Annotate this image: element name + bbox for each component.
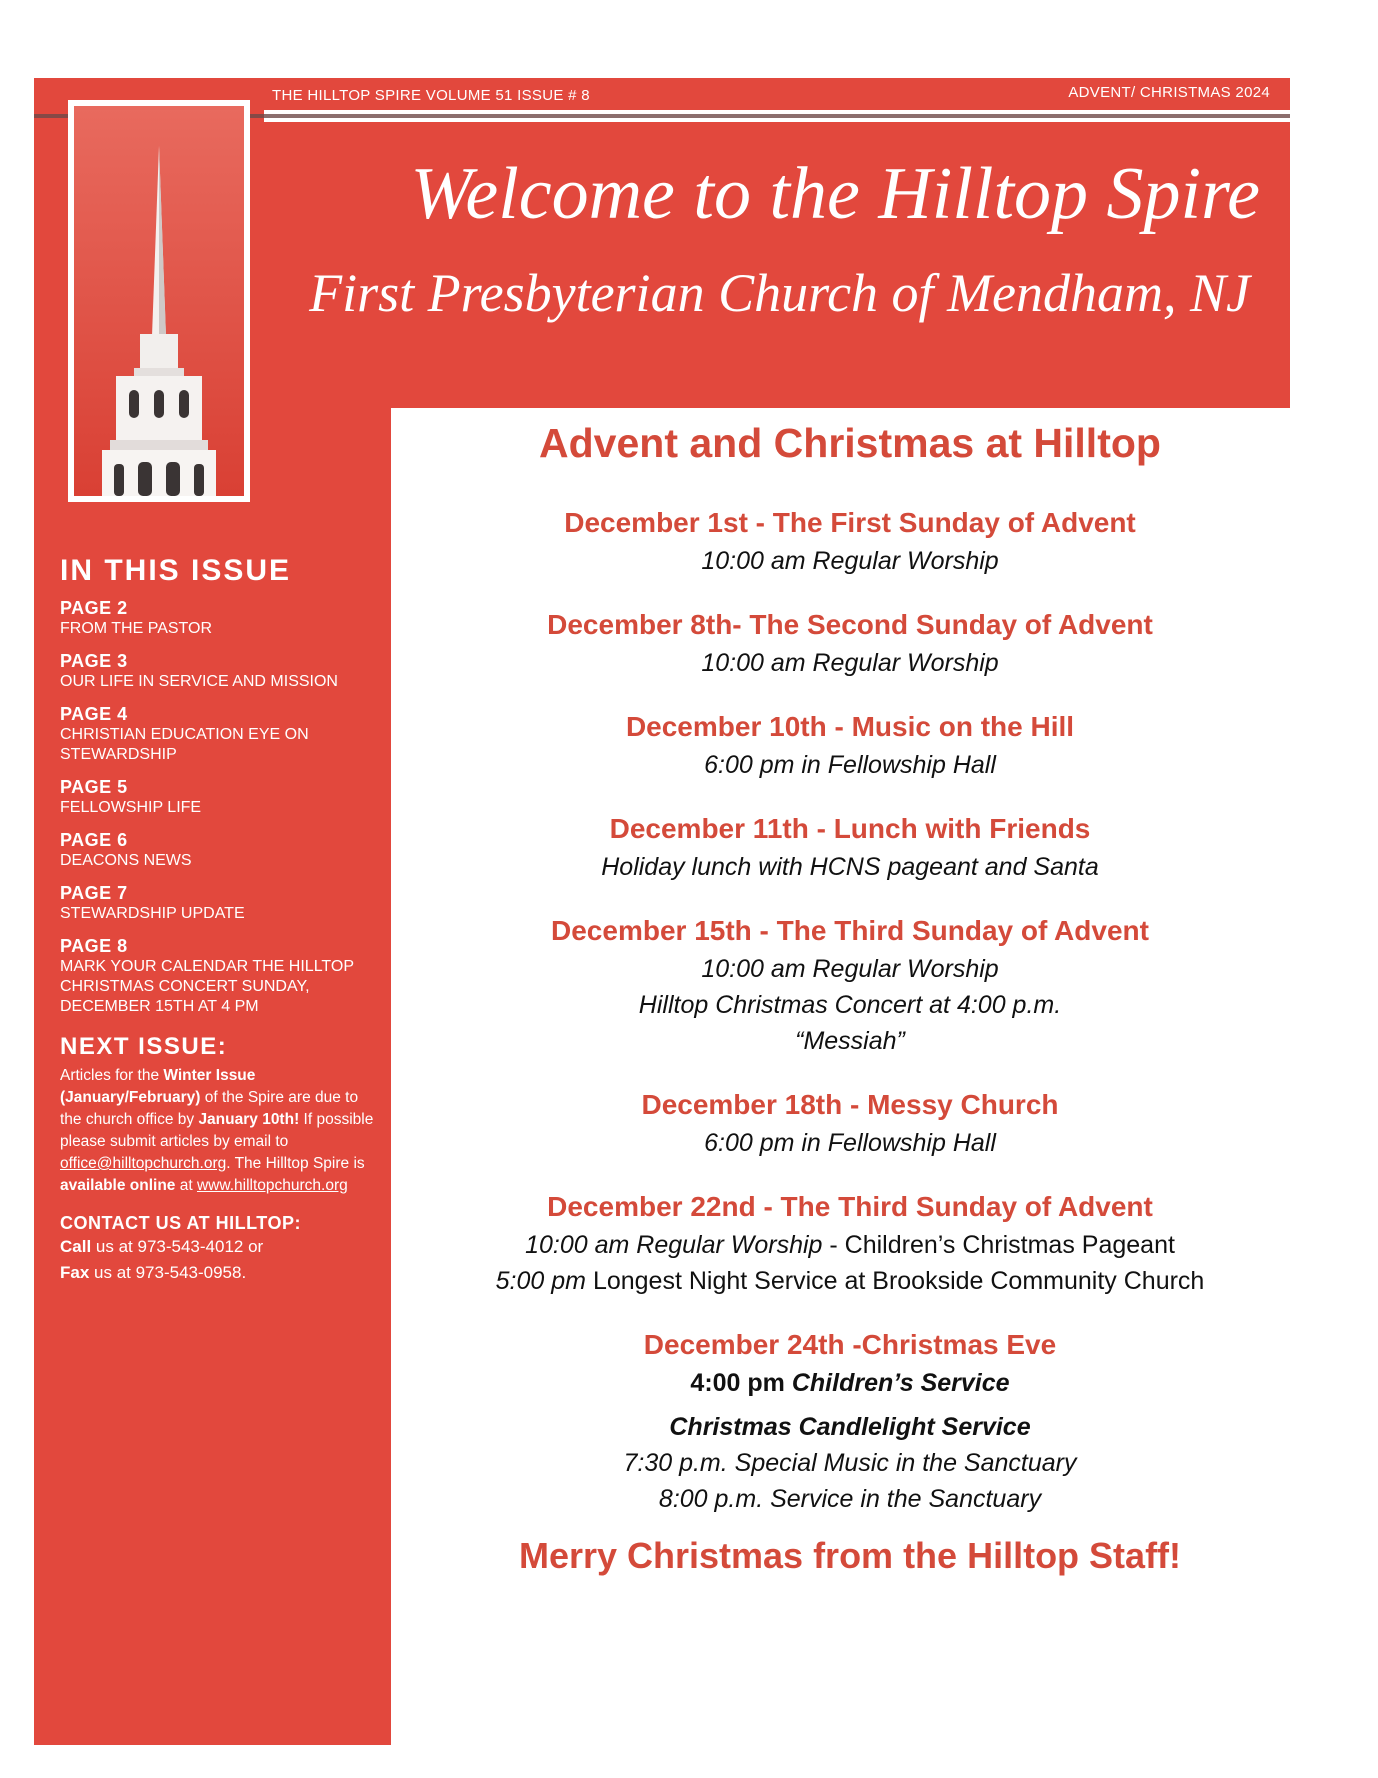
toc-page-description: FROM THE PASTOR — [60, 620, 213, 637]
next-text-4: . The Hilltop Spire is — [226, 1155, 365, 1172]
event-dec-8 — [410, 609, 1290, 681]
toc-page-number: PAGE 8 — [60, 936, 128, 956]
volume-info: THE HILLTOP SPIRE VOLUME 51 ISSUE # 8 — [272, 87, 590, 104]
event-dec-10 — [410, 711, 1290, 783]
contact-heading: CONTACT US AT HILLTOP: — [60, 1213, 301, 1233]
event-detail: Hilltop Christmas Concert at 4:00 p.m. — [638, 991, 1062, 1019]
event-detail — [410, 1227, 1290, 1263]
fax-label: Fax — [60, 1263, 90, 1282]
masthead-strip — [262, 78, 1290, 110]
toc-page-number: PAGE 3 — [60, 651, 128, 671]
event-dec-15 — [410, 915, 1290, 1059]
toc-page-description: STEWARDSHIP UPDATE — [60, 905, 245, 922]
in-this-issue — [60, 554, 380, 1286]
next-text-winter: Winter Issue (January/February) — [60, 1067, 256, 1106]
toc-item — [60, 651, 380, 692]
event-title: December 24th -Christmas Eve — [643, 1329, 1057, 1360]
event-dec-1 — [410, 507, 1290, 579]
event-detail: 7:30 p.m. Special Music in the Sanctuary — [623, 1449, 1077, 1477]
table-of-contents — [60, 598, 380, 1017]
website-link[interactable]: www.hilltopchurch.org — [196, 1177, 348, 1194]
next-text-1: Articles for the — [60, 1067, 164, 1084]
event-detail: Holiday lunch with HCNS pageant and Santa — [601, 853, 1099, 881]
event-dec-22 — [410, 1191, 1290, 1299]
toc-page-description: CHRISTIAN EDUCATION EYE ON STEWARDSHIP — [60, 726, 309, 763]
toc-page-description: OUR LIFE IN SERVICE AND MISSION — [60, 673, 338, 690]
event-title: December 1st - The First Sunday of Advent — [564, 507, 1136, 538]
toc-page-description: DEACONS NEWS — [60, 852, 192, 869]
toc-item — [60, 598, 380, 639]
event-detail-time: 4:00 pm — [690, 1369, 792, 1397]
event-title: December 15th - The Third Sunday of Advent — [551, 915, 1149, 946]
toc-page-number: PAGE 5 — [60, 777, 128, 797]
toc-item — [60, 704, 380, 765]
event-detail: 10:00 am Regular Worship — [701, 955, 999, 983]
banner — [262, 122, 1290, 408]
fax-number: us at 973-543-0958. — [89, 1263, 247, 1282]
next-issue-text — [60, 1065, 380, 1197]
toc-page-number: PAGE 7 — [60, 883, 128, 903]
next-text-online: available online — [60, 1177, 176, 1194]
toc-item — [60, 777, 380, 818]
main-content — [410, 420, 1290, 1577]
event-title: December 11th - Lunch with Friends — [609, 813, 1091, 844]
call-number: us at 973-543-4012 or — [91, 1237, 264, 1256]
event-dec-24 — [410, 1329, 1290, 1517]
in-this-issue-heading: IN THIS ISSUE — [60, 554, 292, 587]
church-name: First Presbyterian Church of Mendham, NJ — [309, 263, 1250, 323]
newsletter-title: Welcome to the Hilltop Spire — [410, 153, 1260, 235]
toc-item — [60, 830, 380, 871]
contact-call — [60, 1234, 380, 1260]
contact-fax — [60, 1260, 380, 1286]
event-detail: 6:00 pm in Fellowship Hall — [704, 1129, 996, 1157]
event-detail — [410, 1263, 1290, 1299]
steeple-image — [74, 106, 244, 496]
toc-page-number: PAGE 4 — [60, 704, 128, 724]
steeple-photo — [68, 100, 250, 502]
event-detail: 8:00 p.m. Service in the Sanctuary — [658, 1485, 1042, 1513]
event-detail — [410, 1365, 1290, 1401]
office-email-link[interactable]: office@hilltopchurch.org — [60, 1155, 227, 1172]
toc-page-description: MARK YOUR CALENDAR THE HILLTOP CHRISTMAS CONCERT SUNDAY, DECEMBER 15TH AT 4 PM — [60, 958, 354, 1015]
event-title: December 22nd - The Third Sunday of Advent — [547, 1191, 1153, 1222]
candlelight-service: Christmas Candlelight Service — [669, 1413, 1031, 1441]
event-detail-time: 10:00 am Regular Worship — [525, 1231, 823, 1259]
event-detail-text: - Children’s Christmas Pageant — [822, 1231, 1175, 1259]
event-dec-11 — [410, 813, 1290, 885]
next-text-deadline: January 10th! — [198, 1111, 300, 1128]
next-text-5: at — [175, 1177, 197, 1194]
next-text-2: of the Spire are due to the church office by — [60, 1089, 359, 1128]
next-issue-heading: NEXT ISSUE: — [60, 1033, 228, 1060]
event-dec-18 — [410, 1089, 1290, 1161]
closing-greeting: Merry Christmas from the Hilltop Staff! — [518, 1535, 1182, 1576]
event-detail-text: Longest Night Service at Brookside Community Church — [586, 1267, 1205, 1295]
event-detail: 6:00 pm in Fellowship Hall — [704, 751, 996, 779]
issue-season: ADVENT/ CHRISTMAS 2024 — [1068, 84, 1270, 101]
toc-page-description: FELLOWSHIP LIFE — [60, 799, 202, 816]
event-title: December 10th - Music on the Hill — [625, 711, 1075, 742]
toc-item — [60, 883, 380, 924]
event-title: December 18th - Messy Church — [641, 1089, 1059, 1120]
event-detail: “Messiah” — [795, 1027, 905, 1055]
event-detail: 10:00 am Regular Worship — [701, 547, 999, 575]
toc-page-number: PAGE 6 — [60, 830, 128, 850]
event-detail: 10:00 am Regular Worship — [701, 649, 999, 677]
call-label: Call — [60, 1237, 92, 1256]
next-text-3: If possible please submit articles by email to — [60, 1111, 374, 1150]
section-title: Advent and Christmas at Hilltop — [539, 420, 1161, 466]
event-detail-service: Children’s Service — [791, 1369, 1010, 1397]
toc-item — [60, 936, 380, 1017]
event-title: December 8th- The Second Sunday of Advent — [547, 609, 1153, 640]
toc-page-number: PAGE 2 — [60, 598, 128, 618]
event-detail-time: 5:00 pm — [495, 1267, 586, 1295]
